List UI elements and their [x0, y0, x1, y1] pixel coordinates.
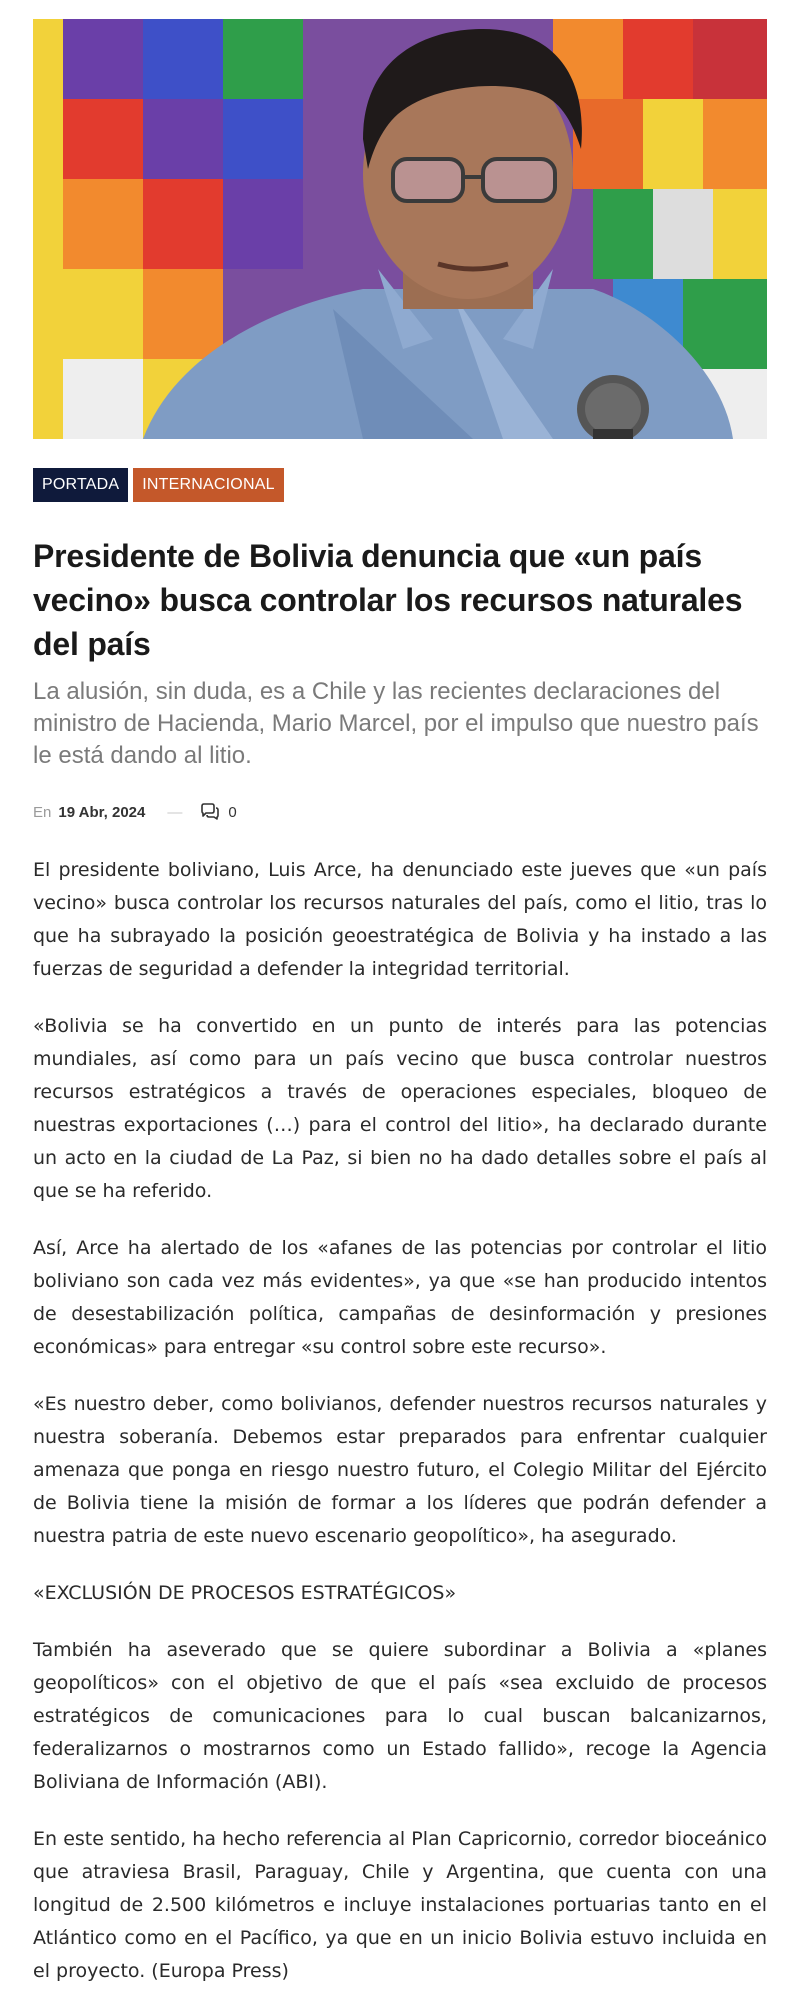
hero-image[interactable]: [33, 19, 767, 439]
article-subtitle: La alusión, sin duda, es a Chile y las recientes declaraciones del ministro de Hacienda, Mario Marcel, por el impulso que nuestro país le está dando al litio.: [33, 678, 759, 769]
paragraph: En este sentido, ha hecho referencia al Plan Capricornio, corredor bioceánico que atraviesa Brasil, Paraguay, Chile y Argentina, que cuenta con una longitud de 2.500 kilómetros e incluye instalaciones portuarias tanto en el Atlántico como en el Pacífico, ya que en un inicio Bolivia estuvo incluida en el proyecto. (Europa Press): [33, 1828, 767, 1982]
tag-internacional[interactable]: INTERNACIONAL: [133, 468, 283, 502]
paragraph: «Es nuestro deber, como bolivianos, defender nuestros recursos naturales y nuestra soberanía. Debemos estar preparados para enfrentar cualquier amenaza que ponga en riesgo nuestro futuro, el Colegio Militar del Ejército de Bolivia tiene la misión de formar a los líderes que podrán defender a nuestra patria de este nuevo escenario geopolítico», ha asegurado.: [33, 1393, 767, 1547]
comments-link[interactable]: [200, 803, 236, 821]
paragraph: El presidente boliviano, Luis Arce, ha denunciado este jueves que «un país vecino» busca controlar los recursos naturales del país, como el litio, tras lo que ha subrayado la posición geoestratégica de Bolivia y ha instado a las fuerzas de seguridad a defender la integridad territorial.: [33, 859, 767, 980]
tag-portada[interactable]: PORTADA: [33, 468, 128, 502]
article: [33, 0, 767, 1988]
article-body: [33, 854, 767, 1988]
category-tags: [33, 468, 767, 502]
comments-count: 0: [228, 803, 237, 821]
paragraph: «Bolivia se ha convertido en un punto de interés para las potencias mundiales, así como para un país vecino que busca controlar nuestros recursos estratégicos a través de operaciones especiales, bloqueo de nuestras exportaciones (…) para el control del litio», ha declarado durante un acto en la ciudad de La Paz, si bien no ha dado detalles sobre el país al que se ha referido.: [33, 1015, 767, 1202]
hero-photo: [33, 19, 767, 439]
publish-date: 19 Abr, 2024: [58, 803, 146, 821]
paragraph: Así, Arce ha alertado de los «afanes de las potencias por controlar el litio boliviano son cada vez más evidentes», ya que «se han producido intentos de desestabilización política, campañas de desinformación y presiones económicas» para entregar «su control sobre este recurso».: [33, 1237, 767, 1358]
article-meta: [33, 800, 767, 824]
section-heading: «EXCLUSIÓN DE PROCESOS ESTRATÉGICOS»: [33, 1582, 457, 1604]
paragraph: También ha aseverado que se quiere subordinar a Bolivia a «planes geopolíticos» con el objetivo de que el país «sea excluido de procesos estratégicos de comunicaciones para lo cual buscan balcanizarnos, federalizarnos o mostrarnos como un Estado fallido», recoge la Agencia Boliviana de Información (ABI).: [33, 1639, 767, 1793]
meta-prefix: En: [33, 803, 52, 821]
comments-icon: [200, 803, 220, 821]
meta-separator: —: [167, 803, 183, 821]
article-title: Presidente de Bolivia denuncia que «un país vecino» busca controlar los recursos naturales del país: [33, 538, 743, 662]
